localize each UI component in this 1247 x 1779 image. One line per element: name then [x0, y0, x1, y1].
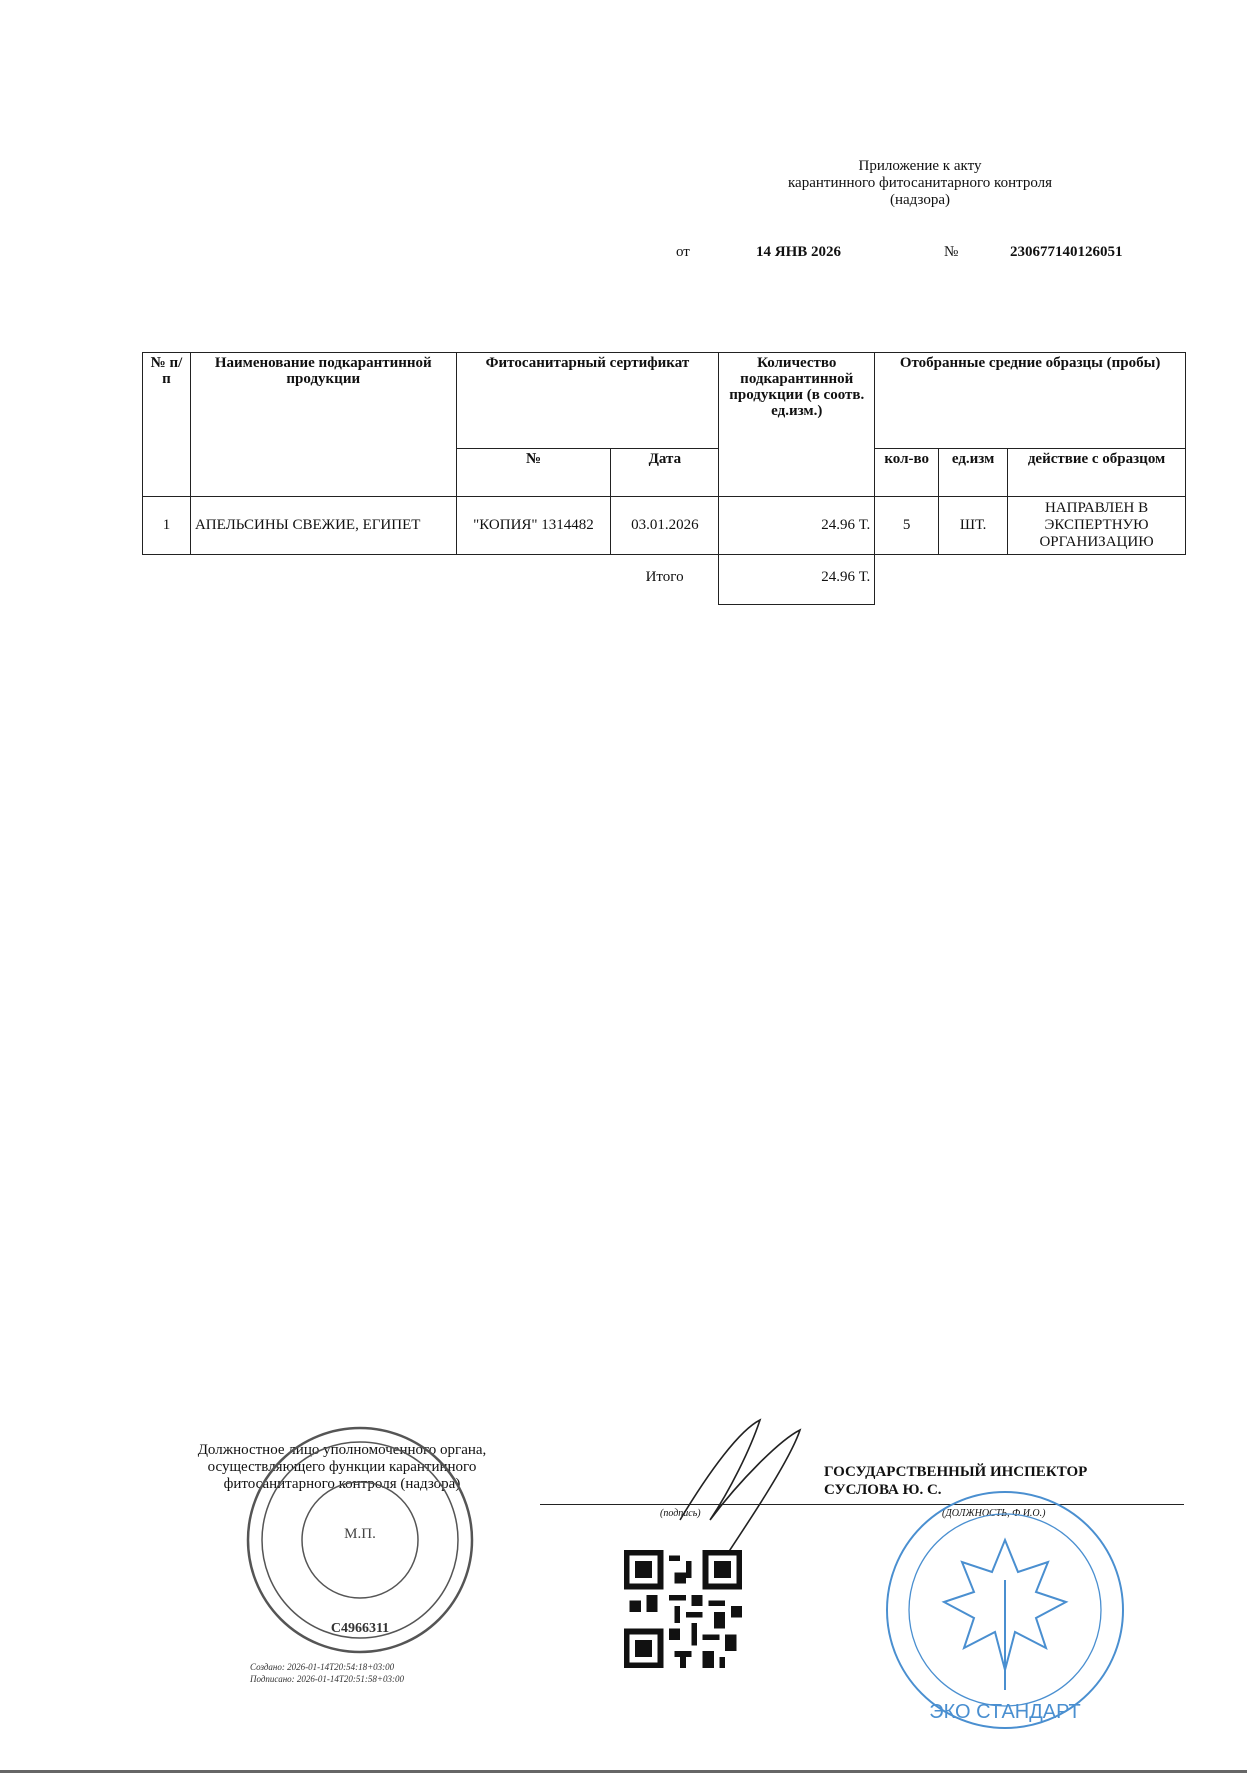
row-qty: 24.96 Т. — [719, 497, 875, 555]
col-cert-date-header: Дата — [611, 449, 719, 497]
header-line-2: карантинного фитосанитарного контроля — [787, 175, 1053, 191]
inspector-name: СУСЛОВА Ю. С. — [824, 1482, 942, 1498]
total-value: 24.96 Т. — [719, 555, 875, 605]
act-number: 230677140126051 — [1010, 244, 1123, 260]
col-idx-header: № п/п — [143, 353, 191, 497]
stamp-created: Создано: 2026-01-14T20:54:18+03:00 — [250, 1662, 395, 1672]
row-idx: 1 — [143, 497, 191, 555]
stamp-number: С4966311 — [330, 1621, 390, 1636]
row-cert-date: 03.01.2026 — [611, 497, 719, 555]
stamp-center-text: М.П. — [344, 1526, 376, 1542]
col-s-unit-header: ед.изм — [939, 449, 1008, 497]
row-name: АПЕЛЬСИНЫ СВЕЖИЕ, ЕГИПЕТ — [190, 497, 456, 555]
stamp-signed: Подписано: 2026-01-14T20:51:58+03:00 — [250, 1674, 404, 1684]
row-s-count: 5 — [875, 497, 939, 555]
eco-standard-stamp — [880, 1480, 1130, 1740]
products-table — [142, 352, 1186, 605]
official-stamp — [240, 1420, 480, 1660]
official-description: Должностное лицо уполномоченного органа, осуществляющего функции карантинного фитосанитарного контроля (надзора) — [197, 1442, 487, 1492]
number-label: № — [944, 244, 959, 260]
row-s-unit: ШТ. — [939, 497, 1008, 555]
total-label: Итого — [645, 569, 684, 585]
inspector-position: ГОСУДАРСТВЕННЫЙ ИНСПЕКТОР — [824, 1464, 1088, 1480]
eco-stamp-text: ЭКО СТАНДАРТ — [929, 1701, 1081, 1723]
col-name-header: Наименование подкарантинной продукции — [190, 353, 456, 497]
col-qty-header: Количество подкарантинной продукции (в соотв. ед.изм.) — [719, 353, 875, 497]
col-s-action-header: действие с образцом — [1008, 449, 1186, 497]
header-line-1: Приложение к акту — [858, 158, 982, 174]
qr-code — [624, 1550, 742, 1668]
from-label: от — [676, 244, 690, 260]
act-date: 14 ЯНВ 2026 — [756, 244, 842, 260]
header-line-3: (надзора) — [890, 192, 950, 208]
signature-caption: (подпись) — [660, 1508, 701, 1519]
table-row — [143, 497, 1186, 555]
page-bottom-edge — [0, 1770, 1247, 1773]
col-samples-header: Отобранные средние образцы (пробы) — [875, 353, 1186, 449]
col-cert-header: Фитосанитарный сертификат — [456, 353, 719, 449]
document-header — [740, 158, 1100, 209]
position-caption: (ДОЛЖНОСТЬ, Ф.И.О.) — [942, 1508, 1046, 1519]
total-row — [143, 555, 1186, 605]
row-s-action: НАПРАВЛЕН В ЭКСПЕРТНУЮ ОРГАНИЗАЦИЮ — [1008, 497, 1186, 555]
col-s-count-header: кол-во — [875, 449, 939, 497]
row-cert-no: "КОПИЯ" 1314482 — [456, 497, 611, 555]
col-cert-no-header: № — [456, 449, 611, 497]
